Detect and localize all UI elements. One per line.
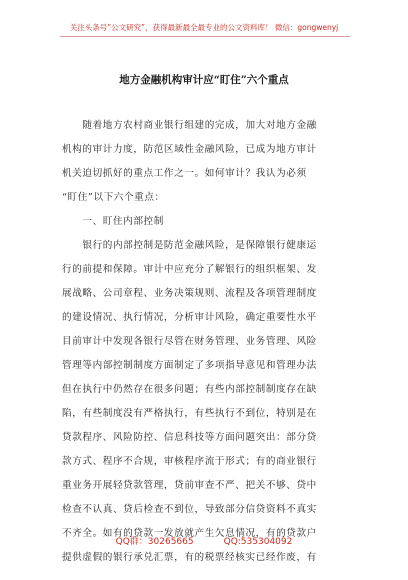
text-line: 但在执行中仍然存在很多问题；有些内部控制制度存在缺 (62, 384, 317, 395)
text-line: 机关迫切抓好的重点工作之一。如何审计？我认为必须 (62, 168, 307, 179)
text-line: 不齐全。如有的贷款一发放就产生欠息情况，有的贷款户 (62, 528, 317, 539)
document-title: 地方金融机构审计应“盯住”六个重点 (119, 74, 289, 86)
text-line: 行的前提和保障。审计中应充分了解银行的组织框架、发 (62, 264, 317, 275)
text-line: 检查不认真、贷后检查不到位，导致部分信贷资料不真实 (62, 504, 317, 515)
text-line: 银行的内部控制是防范金融风险，是保障银行健康运 (62, 240, 317, 251)
footer-contact (0, 534, 408, 547)
text-line: 随着地方农村商业银行组建的完成，加大对地方金融 (62, 120, 317, 131)
document-body (62, 114, 350, 570)
paragraph-internal-control (62, 234, 350, 570)
text-line: 展战略、公司章程、业务决策规则、流程及各项管理制度 (62, 288, 317, 299)
text-line: “盯住”以下六个重点： (62, 192, 165, 203)
text-line: 的建设情况、执行情况，分析审计风险，确定重要性水平 (62, 312, 317, 323)
section-heading (62, 210, 350, 234)
text-line: 提供虚假的银行承兑汇票，有的税票经核实已经作废，有 (62, 552, 317, 563)
text-line: 机构的审计力度，防范区域性金融风险，已成为地方审计 (62, 144, 317, 155)
header-banner: 关注头条号“公文研究”，获得最新最全最专业的公文资料库！ 微信：gongwenyj (69, 23, 339, 32)
text-line: 目前审计中发现各银行尽管在财务管理、业务管理、风险 (62, 336, 317, 347)
footer-qq: QQ:535304092 (223, 537, 293, 547)
text-line: 陷，有些制度没有严格执行，有些执行不到位，特别是在 (62, 408, 317, 419)
footer-qq-group: QQ群：30265665 (115, 537, 194, 547)
text-line: 款方式、程序不合规，审核程序流于形式；有的商业银行 (62, 456, 317, 467)
header-divider (60, 36, 350, 37)
paragraph-intro (62, 114, 350, 210)
text-line: 贷款程序、风险防控、信息科技等方面问题突出：部分贷 (62, 432, 317, 443)
text-line: 一、盯住内部控制 (62, 216, 164, 227)
text-line: 重业务开展轻贷款管理，贷前审查不严、把关不够、贷中 (62, 480, 317, 491)
text-line: 管理等内部控制制度方面制定了多项指导意见和管理办法 (62, 360, 317, 371)
